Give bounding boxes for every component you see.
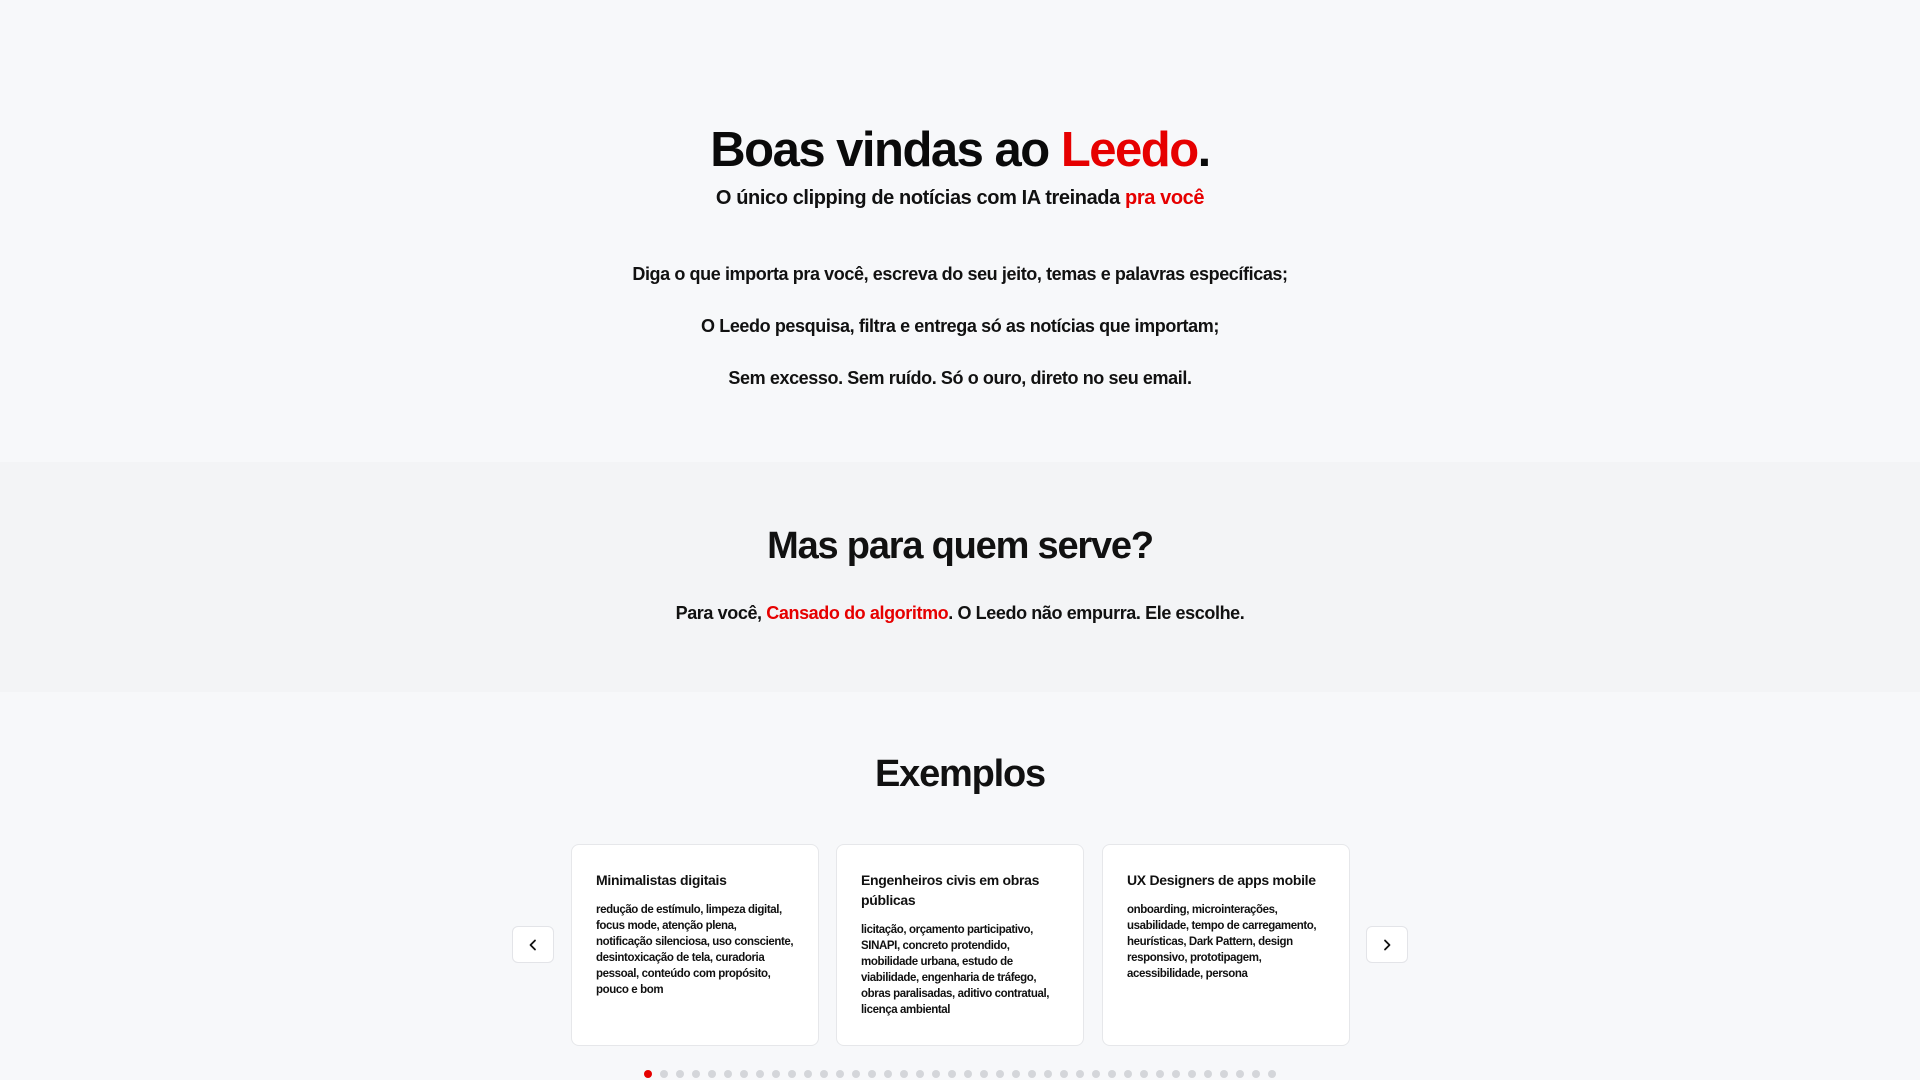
carousel-dot[interactable]	[1268, 1070, 1276, 1078]
carousel-dot[interactable]	[1220, 1070, 1228, 1078]
hero-title-suffix: .	[1197, 123, 1210, 177]
carousel-dot[interactable]	[1156, 1070, 1164, 1078]
carousel-dot[interactable]	[644, 1070, 652, 1078]
hero-subtitle-accent: pra você	[1125, 187, 1205, 209]
carousel-dot[interactable]	[788, 1070, 796, 1078]
carousel-dot[interactable]	[1124, 1070, 1132, 1078]
who-text	[0, 603, 1920, 624]
who-section	[0, 462, 1920, 692]
carousel-dot[interactable]	[1028, 1070, 1036, 1078]
example-card-keywords: onboarding, microinterações, usabilidade, tempo de carregamento, heurísticas, Dark Pattern, design responsivo, prototipagem, acessibilidade, persona	[1127, 904, 1317, 980]
carousel-dot[interactable]	[900, 1070, 908, 1078]
carousel-dot[interactable]	[1076, 1070, 1084, 1078]
carousel-pagination	[0, 1070, 1920, 1078]
carousel-dot[interactable]	[1252, 1070, 1260, 1078]
example-card-title: Engenheiros civis em obras públicas	[861, 872, 1040, 908]
hero-subtitle-prefix: O único clipping de notícias com IA treinada	[715, 187, 1126, 209]
who-title: Mas para quem serve?	[767, 525, 1153, 567]
example-card-keywords: licitação, orçamento participativo, SINAPI, concreto protendido, mobilidade urbana, estudo de viabilidade, engenharia de tráfego, obras paralisadas, aditivo contratual, licença ambiental	[861, 924, 1050, 1016]
carousel-dot[interactable]	[884, 1070, 892, 1078]
carousel-dot[interactable]	[756, 1070, 764, 1078]
hero-section	[0, 0, 1920, 462]
carousel-dot[interactable]	[836, 1070, 844, 1078]
carousel-dot[interactable]	[996, 1070, 1004, 1078]
carousel-next-button[interactable]	[1366, 926, 1408, 963]
carousel-dot[interactable]	[948, 1070, 956, 1078]
carousel-dot[interactable]	[708, 1070, 716, 1078]
hero-line-1: Diga o que importa pra você, escreva do seu jeito, temas e palavras específicas;	[632, 264, 1288, 284]
who-text-prefix: Para você,	[675, 603, 767, 623]
carousel-dot[interactable]	[772, 1070, 780, 1078]
carousel-dot[interactable]	[1236, 1070, 1244, 1078]
example-card[interactable]	[1102, 844, 1350, 1046]
carousel-dot[interactable]	[804, 1070, 812, 1078]
carousel-dot[interactable]	[660, 1070, 668, 1078]
carousel-dot[interactable]	[1012, 1070, 1020, 1078]
who-text-accent: Cansado do algoritmo	[766, 603, 949, 623]
carousel-dot[interactable]	[964, 1070, 972, 1078]
hero-title-prefix: Boas vindas ao	[710, 123, 1061, 177]
carousel-dot[interactable]	[1060, 1070, 1068, 1078]
carousel-dot[interactable]	[1188, 1070, 1196, 1078]
carousel-dot[interactable]	[980, 1070, 988, 1078]
example-card[interactable]	[836, 844, 1084, 1046]
carousel-dot[interactable]	[1204, 1070, 1212, 1078]
hero-line-2: O Leedo pesquisa, filtra e entrega só as notícias que importam;	[701, 316, 1219, 336]
carousel-dot[interactable]	[916, 1070, 924, 1078]
chevron-right-icon	[1380, 938, 1394, 952]
hero-title	[0, 122, 1920, 178]
chevron-left-icon	[526, 938, 540, 952]
example-card-title: UX Designers de apps mobile	[1127, 872, 1316, 888]
hero-line-3: Sem excesso. Sem ruído. Só o ouro, direto no seu email.	[728, 368, 1192, 388]
who-text-suffix: . O Leedo não empurra. Ele escolhe.	[948, 603, 1245, 623]
examples-title: Exemplos	[875, 753, 1045, 795]
carousel-dot[interactable]	[852, 1070, 860, 1078]
carousel-prev-button[interactable]	[512, 926, 554, 963]
carousel-dot[interactable]	[1044, 1070, 1052, 1078]
carousel-dot[interactable]	[724, 1070, 732, 1078]
hero-subtitle	[0, 187, 1920, 210]
example-card-title: Minimalistas digitais	[596, 872, 727, 888]
carousel-dot[interactable]	[1108, 1070, 1116, 1078]
carousel-dot[interactable]	[820, 1070, 828, 1078]
carousel-dot[interactable]	[1140, 1070, 1148, 1078]
carousel-dot[interactable]	[1092, 1070, 1100, 1078]
brand-name: Leedo	[1060, 123, 1198, 177]
example-card[interactable]	[571, 844, 819, 1046]
carousel-dot[interactable]	[676, 1070, 684, 1078]
carousel-dot[interactable]	[932, 1070, 940, 1078]
carousel-dot[interactable]	[740, 1070, 748, 1078]
example-card-keywords: redução de estímulo, limpeza digital, focus mode, atenção plena, notificação silenciosa, uso consciente, desintoxicação de tela, curadoria pessoal, conteúdo com propósito, pouco e bom	[596, 904, 794, 996]
carousel-dot[interactable]	[692, 1070, 700, 1078]
carousel-dot[interactable]	[1172, 1070, 1180, 1078]
carousel-dot[interactable]	[868, 1070, 876, 1078]
